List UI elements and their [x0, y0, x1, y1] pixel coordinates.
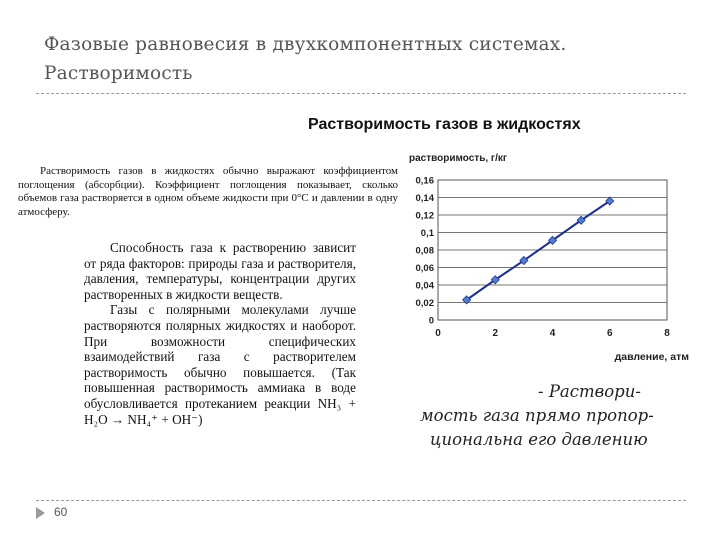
body-paragraph-2: Газы с полярными молекулами лучше растворяются полярных жидкостях и наоборот. При возможности специфических взаимодействий газа с растворителем растворимость обычно повышается. (Так повышенная растворимость аммиака в воде обусловливается протеканием реакции NH₃ + H₂O → NH₄⁺ + OH⁻)	[84, 302, 356, 427]
page-arrow-icon	[36, 507, 45, 519]
x-tick-label: 2	[492, 328, 499, 339]
conclusion-line-1: - Раствори-	[538, 382, 641, 401]
x-tick-label: 8	[664, 328, 670, 339]
figure-heading: Растворимость газов в жидкостях	[308, 116, 581, 133]
page-number: 60	[54, 505, 68, 519]
body-text	[84, 240, 356, 427]
title-divider	[36, 93, 686, 94]
y-tick-label: 0,04	[415, 280, 434, 292]
x-tick-label: 0	[435, 328, 441, 339]
chart-grid	[438, 180, 667, 320]
y-tick-label: 0,12	[415, 210, 434, 222]
footer-divider	[36, 500, 686, 501]
intro-paragraph: Растворимость газов в жидкостях обычно выражают коэффициентом поглощения (абсорбции). Коэффициент поглощения показывает, сколько объемов газа растворяется в одном объеме жидкости при 0°С и давлении в одну атмосферу.	[18, 165, 398, 218]
y-tick-label: 0,14	[415, 193, 434, 204]
y-tick-label: 0,1	[420, 228, 434, 239]
slide-title-line-2: Растворимость	[44, 63, 193, 84]
y-tick-label: 0,16	[415, 175, 434, 187]
y-axis-label: растворимость, г/кг	[409, 153, 508, 164]
y-tick-label: 0,08	[415, 245, 434, 257]
y-tick-label: 0	[428, 315, 434, 327]
x-axis-label: давление, атм	[614, 351, 689, 363]
slide-title	[44, 30, 684, 88]
conclusion-line-3: циональна его давлению	[430, 430, 648, 449]
x-tick-label: 6	[606, 328, 613, 339]
conclusion-note	[420, 380, 700, 452]
y-tick-labels	[416, 176, 435, 327]
slide-title-line-1: Фазовые равновесия в двухкомпонентных системах.	[44, 34, 567, 55]
body-paragraph-1: Способность газа к растворению зависит от ряда факторов: природы газа и растворителя, давления, температуры, концентрации других растворенных в жидкости веществ.	[84, 240, 356, 302]
y-tick-label: 0,06	[415, 263, 434, 274]
x-tick-label: 4	[549, 328, 556, 339]
x-tick-labels	[435, 328, 670, 339]
conclusion-line-2: мость газа прямо пропор-	[420, 406, 654, 425]
solubility-chart	[395, 150, 700, 370]
y-tick-label: 0,02	[415, 298, 434, 309]
